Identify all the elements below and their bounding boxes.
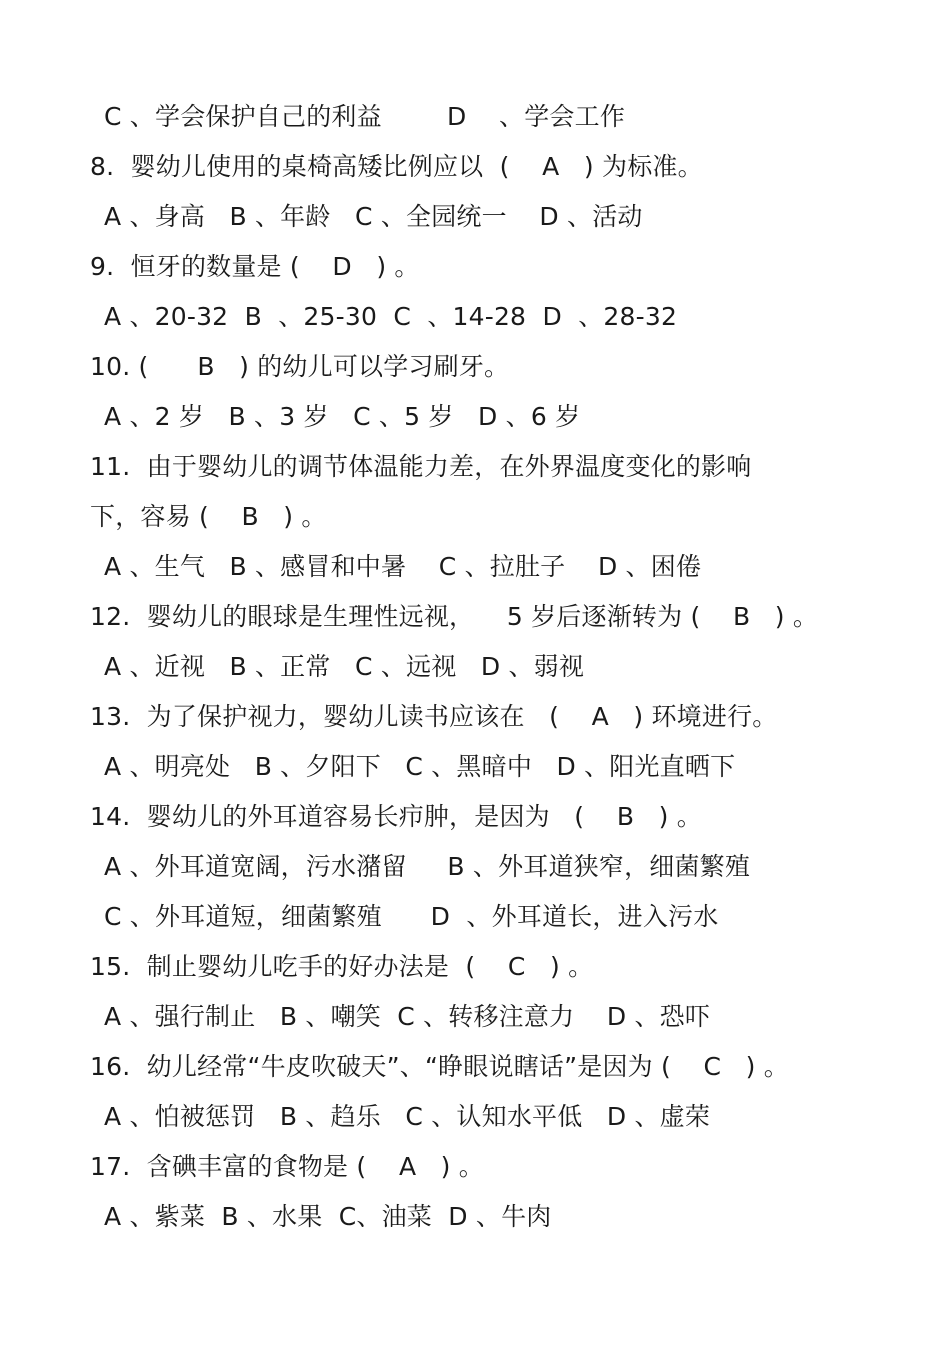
question-line: 15. 制止婴幼儿吃手的好办法是 ( C ) 。 [90,952,594,981]
question-line: 13. 为了保护视力，婴幼儿读书应该在 ( A ) 环境进行。 [90,702,778,731]
option-line: A 、外耳道宽阔，污水潴留 B 、外耳道狭窄，细菌繁殖 [104,852,751,881]
question-line: 12. 婴幼儿的眼球是生理性远视， 5 岁后逐渐转为 ( B ) 。 [90,602,819,631]
question-line: 16. 幼儿经常“牛皮吹破天”、“睁眼说瞎话”是因为 ( C ) 。 [90,1052,789,1081]
option-line: A 、2 岁 B 、3 岁 C 、5 岁 D 、6 岁 [104,402,581,431]
option-line: A 、生气 B 、感冒和中暑 C 、拉肚子 D 、困倦 [104,552,702,581]
question-line: 17. 含碘丰富的食物是 ( A ) 。 [90,1152,484,1181]
question-line: 9. 恒牙的数量是 ( D ) 。 [90,252,420,281]
question-line: 11. 由于婴幼儿的调节体温能力差，在外界温度变化的影响 [90,452,752,481]
option-line: C 、外耳道短，细菌繁殖 D 、外耳道长，进入污水 [104,902,719,931]
option-line: A 、紫菜 B 、水果 C、油菜 D 、牛肉 [104,1202,552,1231]
option-line: A 、身高 B 、年龄 C 、全园统一 D 、活动 [104,202,643,231]
option-line: A 、近视 B 、正常 C 、远视 D 、弱视 [104,652,585,681]
option-line: A 、强行制止 B 、嘲笑 C 、转移注意力 D 、恐吓 [104,1002,711,1031]
question-line: 8. 婴幼儿使用的桌椅高矮比例应以 ( A ) 为标准。 [90,152,703,181]
option-line: A 、明亮处 B 、夕阳下 C 、黑暗中 D 、阳光直晒下 [104,752,736,781]
option-line: A 、怕被惩罚 B 、趋乐 C 、认知水平低 D 、虚荣 [104,1102,711,1131]
option-line: A 、20-32 B 、25-30 C 、14-28 D 、28-32 [104,302,678,331]
question-line-continued: 下，容易 ( B ) 。 [90,502,327,531]
question-line: 10. ( B ) 的幼儿可以学习刷牙。 [90,352,510,381]
option-line: C 、学会保护自己的利益 D 、学会工作 [104,102,626,131]
question-line: 14. 婴幼儿的外耳道容易长疖肿，是因为 ( B ) 。 [90,802,702,831]
